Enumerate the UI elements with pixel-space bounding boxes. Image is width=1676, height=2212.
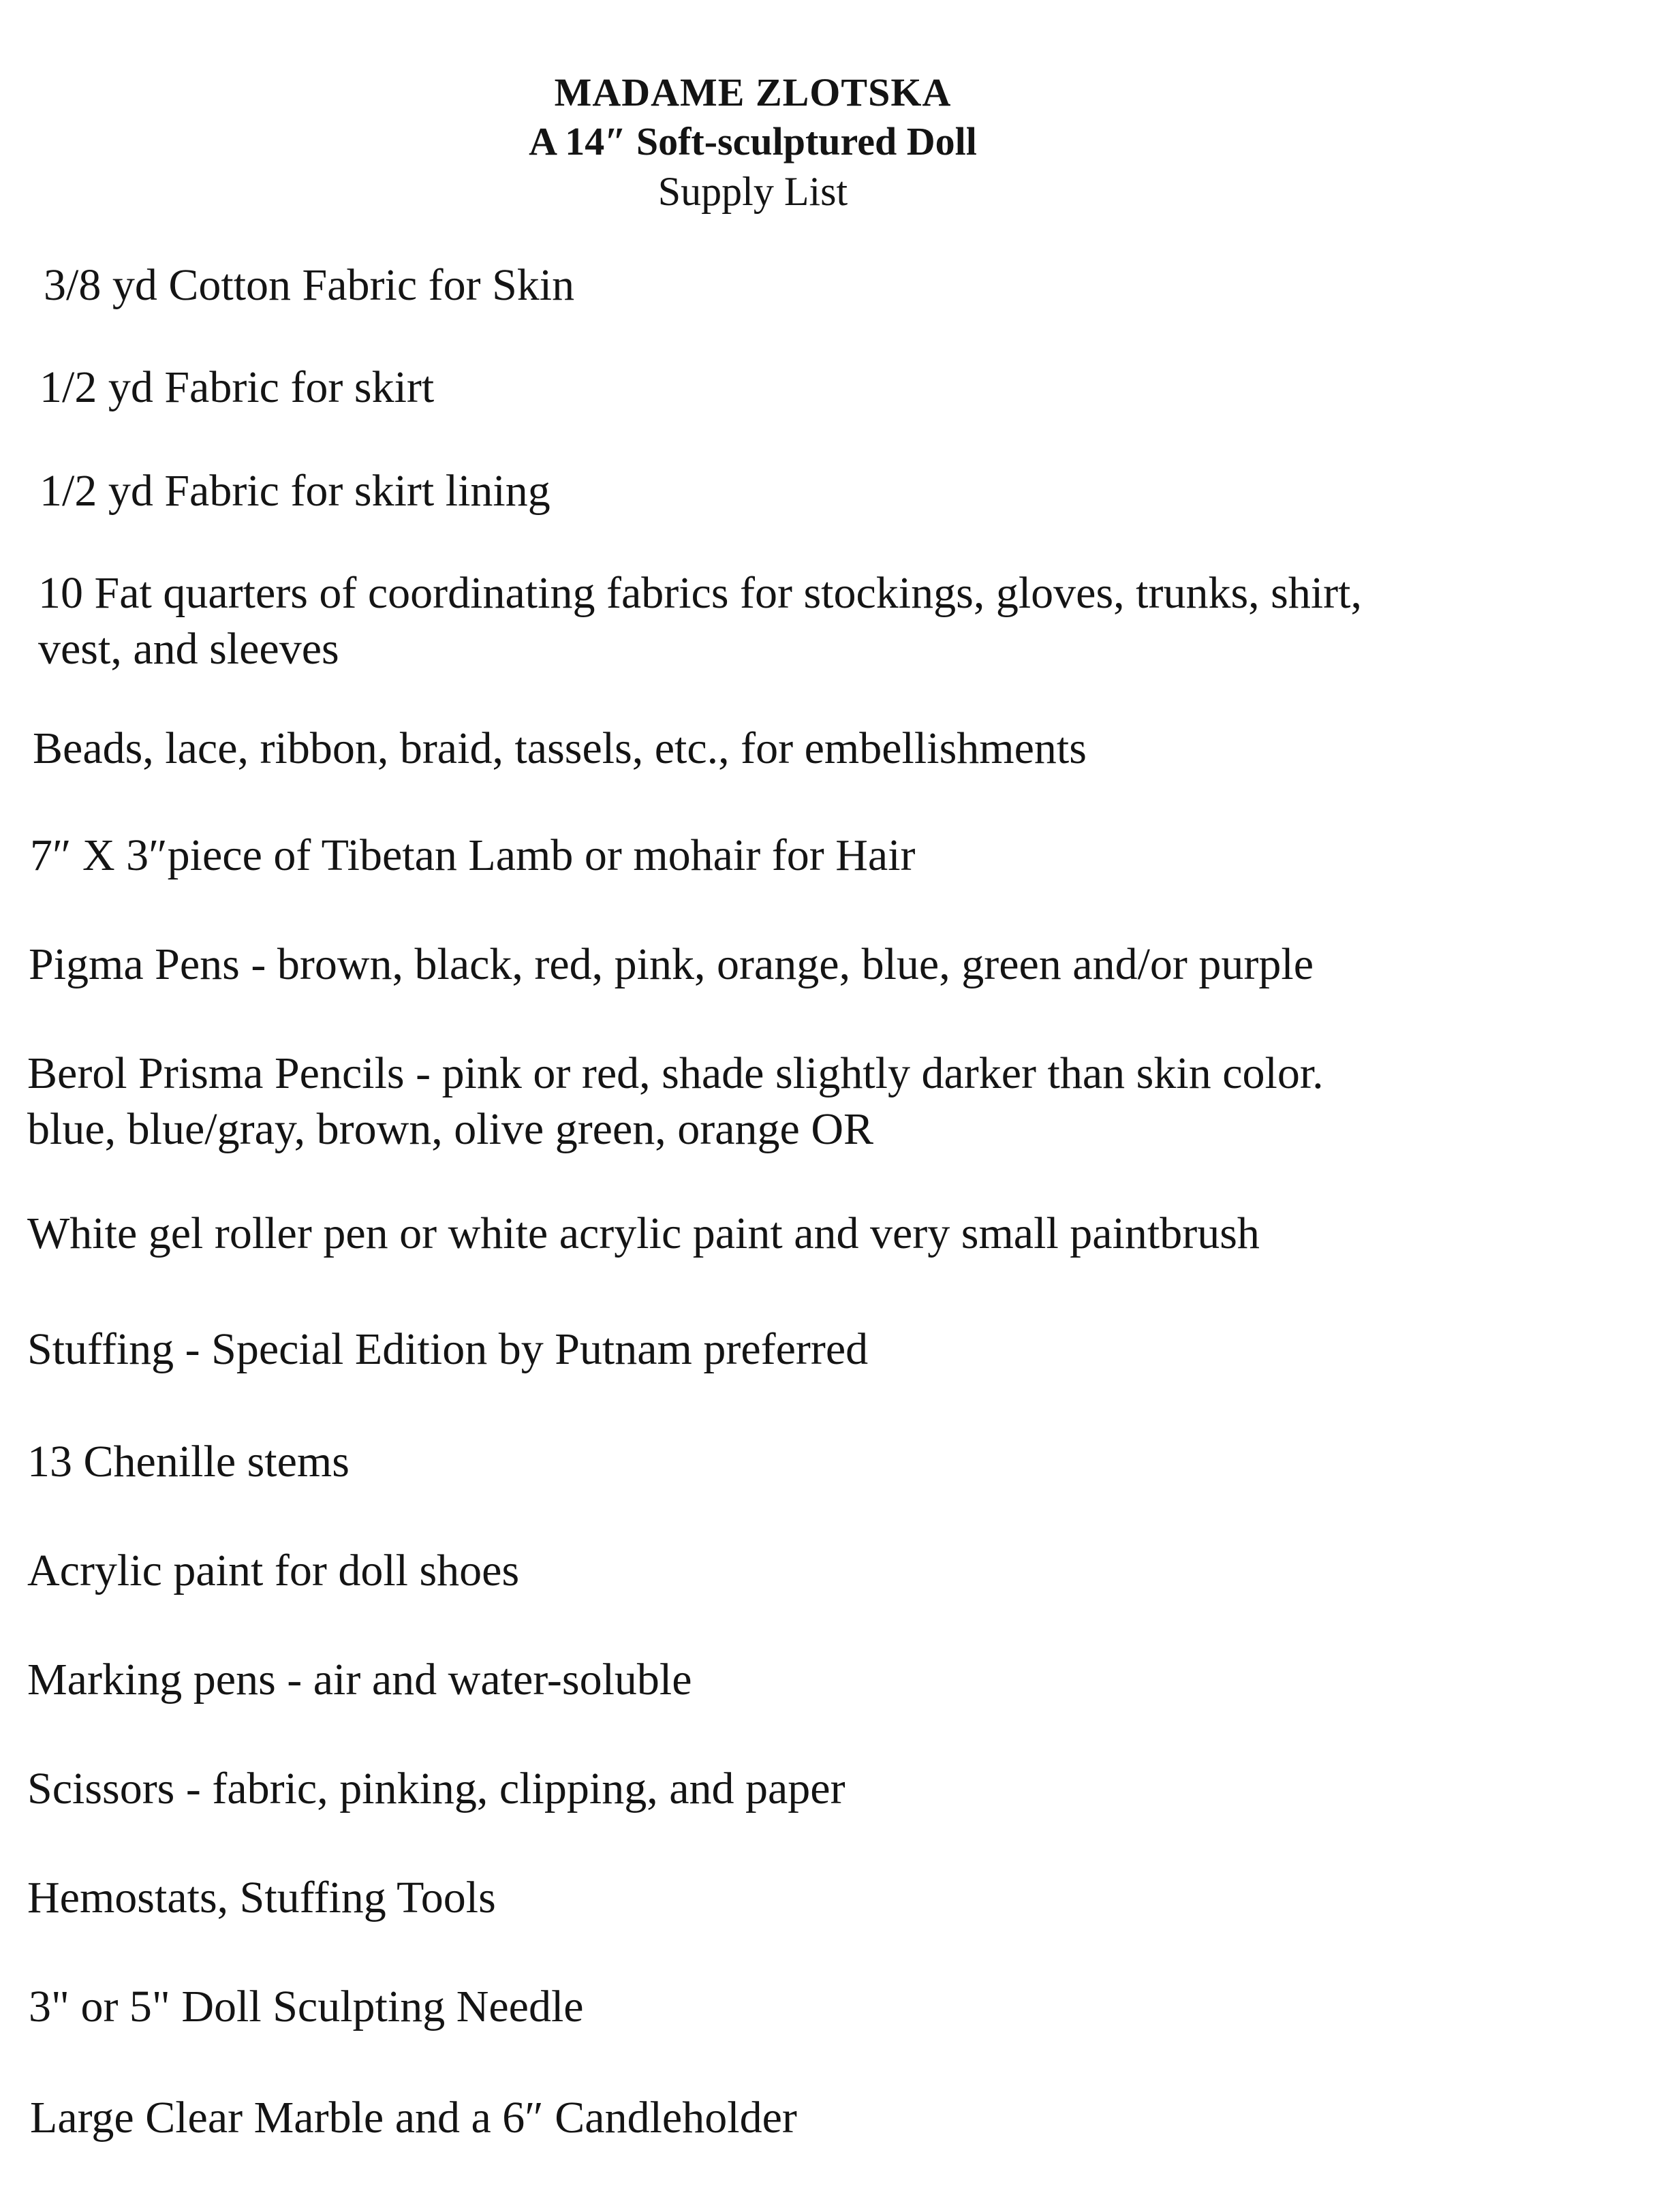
supply-item-line: Hemostats, Stuffing Tools — [27, 1873, 496, 1922]
supply-item-line: 13 Chenille stems — [27, 1437, 350, 1486]
supply-item — [30, 2090, 797, 2146]
supply-item — [27, 1652, 692, 1708]
supply-item — [30, 828, 916, 884]
supply-list-heading: Supply List — [657, 169, 848, 214]
supply-item-line: 1/2 yd Fabric for skirt — [40, 362, 435, 412]
supply-item-line: blue, blue/gray, brown, olive green, orange OR — [27, 1104, 874, 1154]
supply-item — [27, 1870, 496, 1926]
supply-item — [40, 360, 434, 416]
supply-item-line: White gel roller pen or white acrylic paint and very small paintbrush — [27, 1209, 1260, 1258]
supply-item-line: Marking pens - air and water-soluble — [27, 1655, 692, 1704]
supply-item — [29, 1979, 584, 2035]
document-title: MADAME ZLOTSKA — [554, 70, 952, 114]
supply-item — [33, 721, 1087, 777]
supply-item-line: 1/2 yd Fabric for skirt lining — [40, 466, 550, 516]
supply-item — [27, 1322, 868, 1377]
supply-item-line: 10 Fat quarters of coordinating fabrics for stockings, gloves, trunks, shirt, — [38, 568, 1362, 618]
supply-item — [27, 1434, 350, 1490]
supply-item-line: Stuffing - Special Edition by Putnam preferred — [27, 1324, 869, 1374]
supply-item-line: Scissors - fabric, pinking, clipping, and paper — [27, 1764, 845, 1813]
supply-item — [27, 1543, 519, 1599]
supply-item-line: Acrylic paint for doll shoes — [27, 1546, 520, 1595]
supply-item — [44, 258, 574, 313]
supply-item-line: Beads, lace, ribbon, braid, tassels, etc., for embellishments — [33, 723, 1087, 773]
supply-item-line: vest, and sleeves — [38, 624, 339, 674]
supply-item — [27, 1206, 1260, 1262]
supply-item-line: 7″ X 3″piece of Tibetan Lamb or mohair for Hair — [30, 830, 916, 880]
supply-item — [38, 565, 1362, 677]
supply-item-line: 3/8 yd Cotton Fabric for Skin — [44, 260, 575, 310]
supply-item — [27, 1761, 845, 1817]
supply-item-line: Pigma Pens - brown, black, red, pink, orange, blue, green and/or purple — [29, 939, 1314, 989]
supply-item-line: Berol Prisma Pencils - pink or red, shade slightly darker than skin color. — [27, 1048, 1324, 1098]
supply-item — [27, 1046, 1324, 1157]
supply-item-line: 3" or 5" Doll Sculpting Needle — [29, 1982, 584, 2031]
supply-item-line: Large Clear Marble and a 6″ Candleholder — [30, 2093, 797, 2143]
supply-item — [29, 937, 1314, 993]
document-subtitle: A 14″ Soft-sculptured Doll — [529, 119, 977, 163]
supply-item — [40, 463, 550, 519]
